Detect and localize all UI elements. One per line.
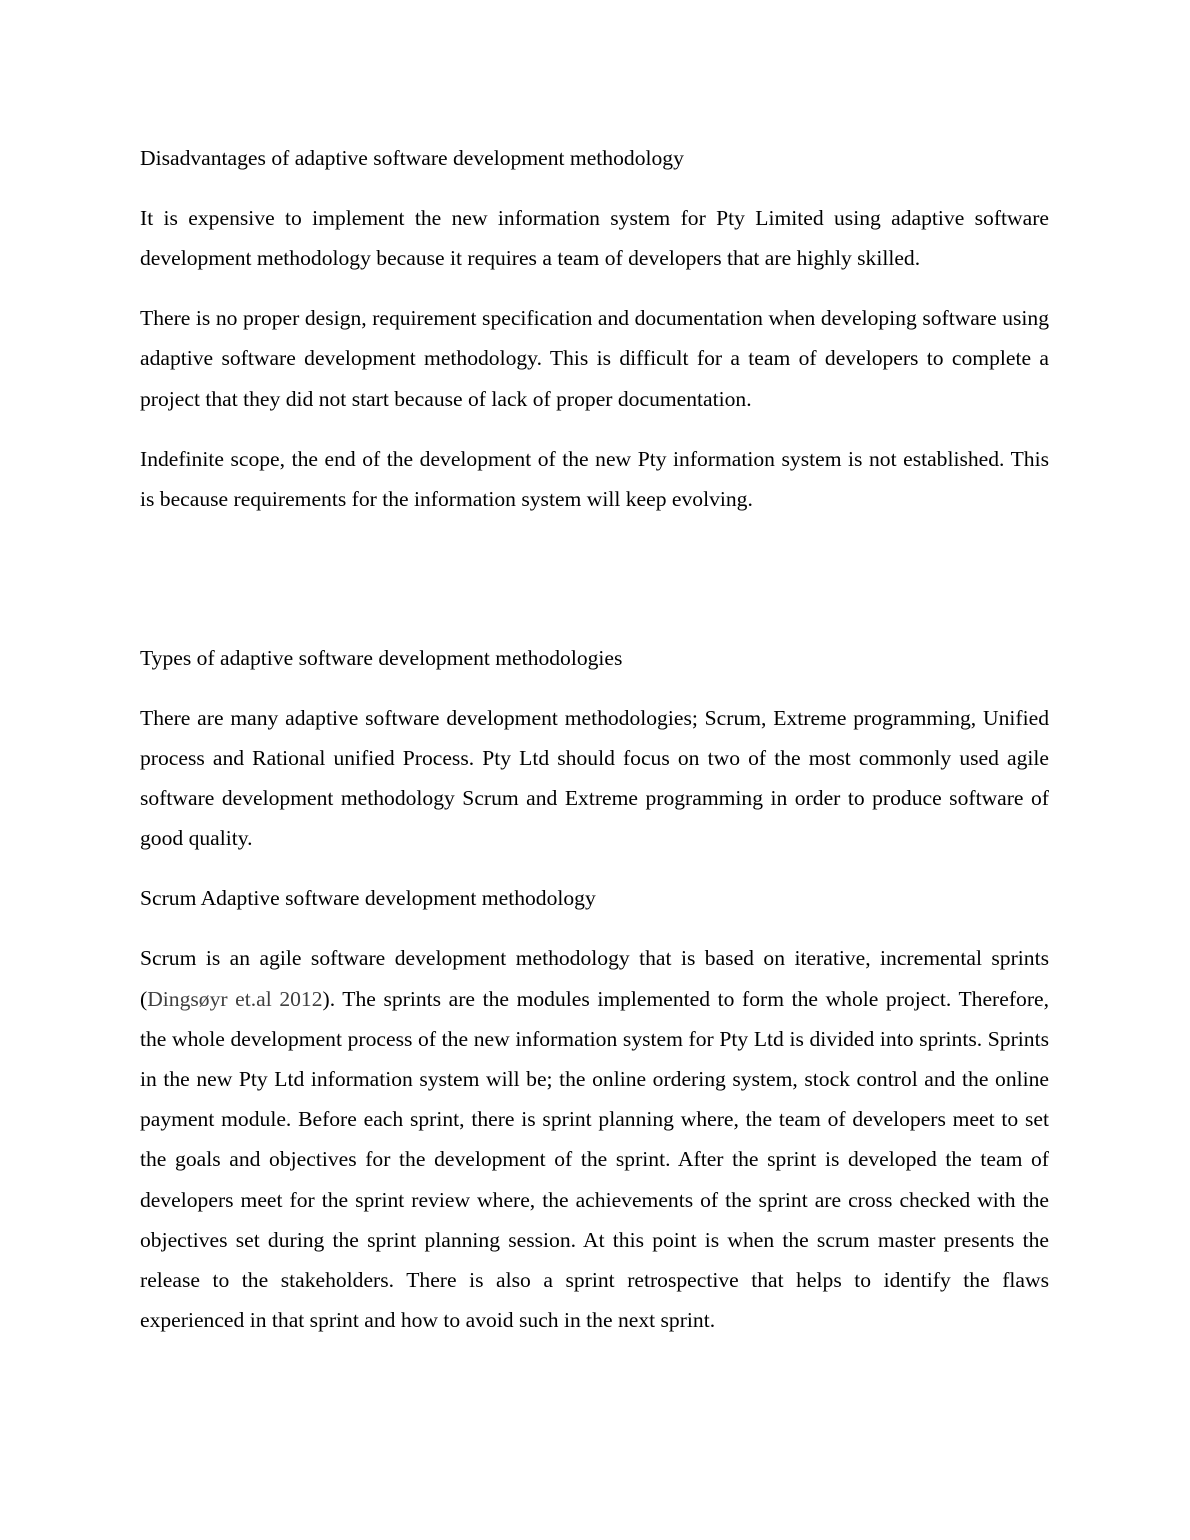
section-spacer [140, 539, 1049, 638]
paragraph-scrum [140, 938, 1049, 1340]
scrum-text-before-citation: Scrum is an agile software development methodology that is based on iterative, incremental sprints ( [140, 946, 1049, 1011]
paragraph-types: There are many adaptive software development methodologies; Scrum, Extreme programming, Unified process and Rational unified Process. Pty Ltd should focus on two of the most commonly used agile software development methodology Scrum and Extreme programming in order to produce software of good quality. [140, 705, 1049, 851]
scrum-text-after-citation: ). The sprints are the modules implemented to form the whole project. Therefore, the whole development process of the new information system for Pty Ltd is divided into sprints. Sprints in the new Pty Ltd information system will be; the online ordering system, stock control and the online payment module. Before each sprint, there is sprint planning where, the team of developers meet to set the goals and objectives for the development of the sprint. After the sprint is developed the team of developers meet for the sprint review where, the achievements of the sprint are cross checked with the objectives set during the sprint planning session. At this point is when the scrum master presents the release to the stakeholders. There is also a sprint retrospective that helps to identify the flaws experienced in that sprint and how to avoid such in the next sprint. [140, 986, 1049, 1333]
paragraph-cost: It is expensive to implement the new information system for Pty Limited using adaptive software development methodology because it requires a team of developers that are highly skilled. [140, 206, 1049, 271]
section-heading-scrum: Scrum Adaptive software development methodology [140, 886, 596, 911]
paragraph-documentation: There is no proper design, requirement specification and documentation when developing software using adaptive software development methodology. This is difficult for a team of developers to complete a project that they did not start because of lack of proper documentation. [140, 306, 1049, 411]
document-body [140, 138, 1049, 1360]
paragraph-scope: Indefinite scope, the end of the development of the new Pty information system is not established. This is because requirements for the information system will keep evolving. [140, 446, 1049, 511]
section-heading-disadvantages: Disadvantages of adaptive software development methodology [140, 146, 684, 170]
section-heading-types: Types of adaptive software development methodologies [140, 645, 623, 670]
citation: Dingsøyr et.al 2012 [147, 986, 323, 1011]
